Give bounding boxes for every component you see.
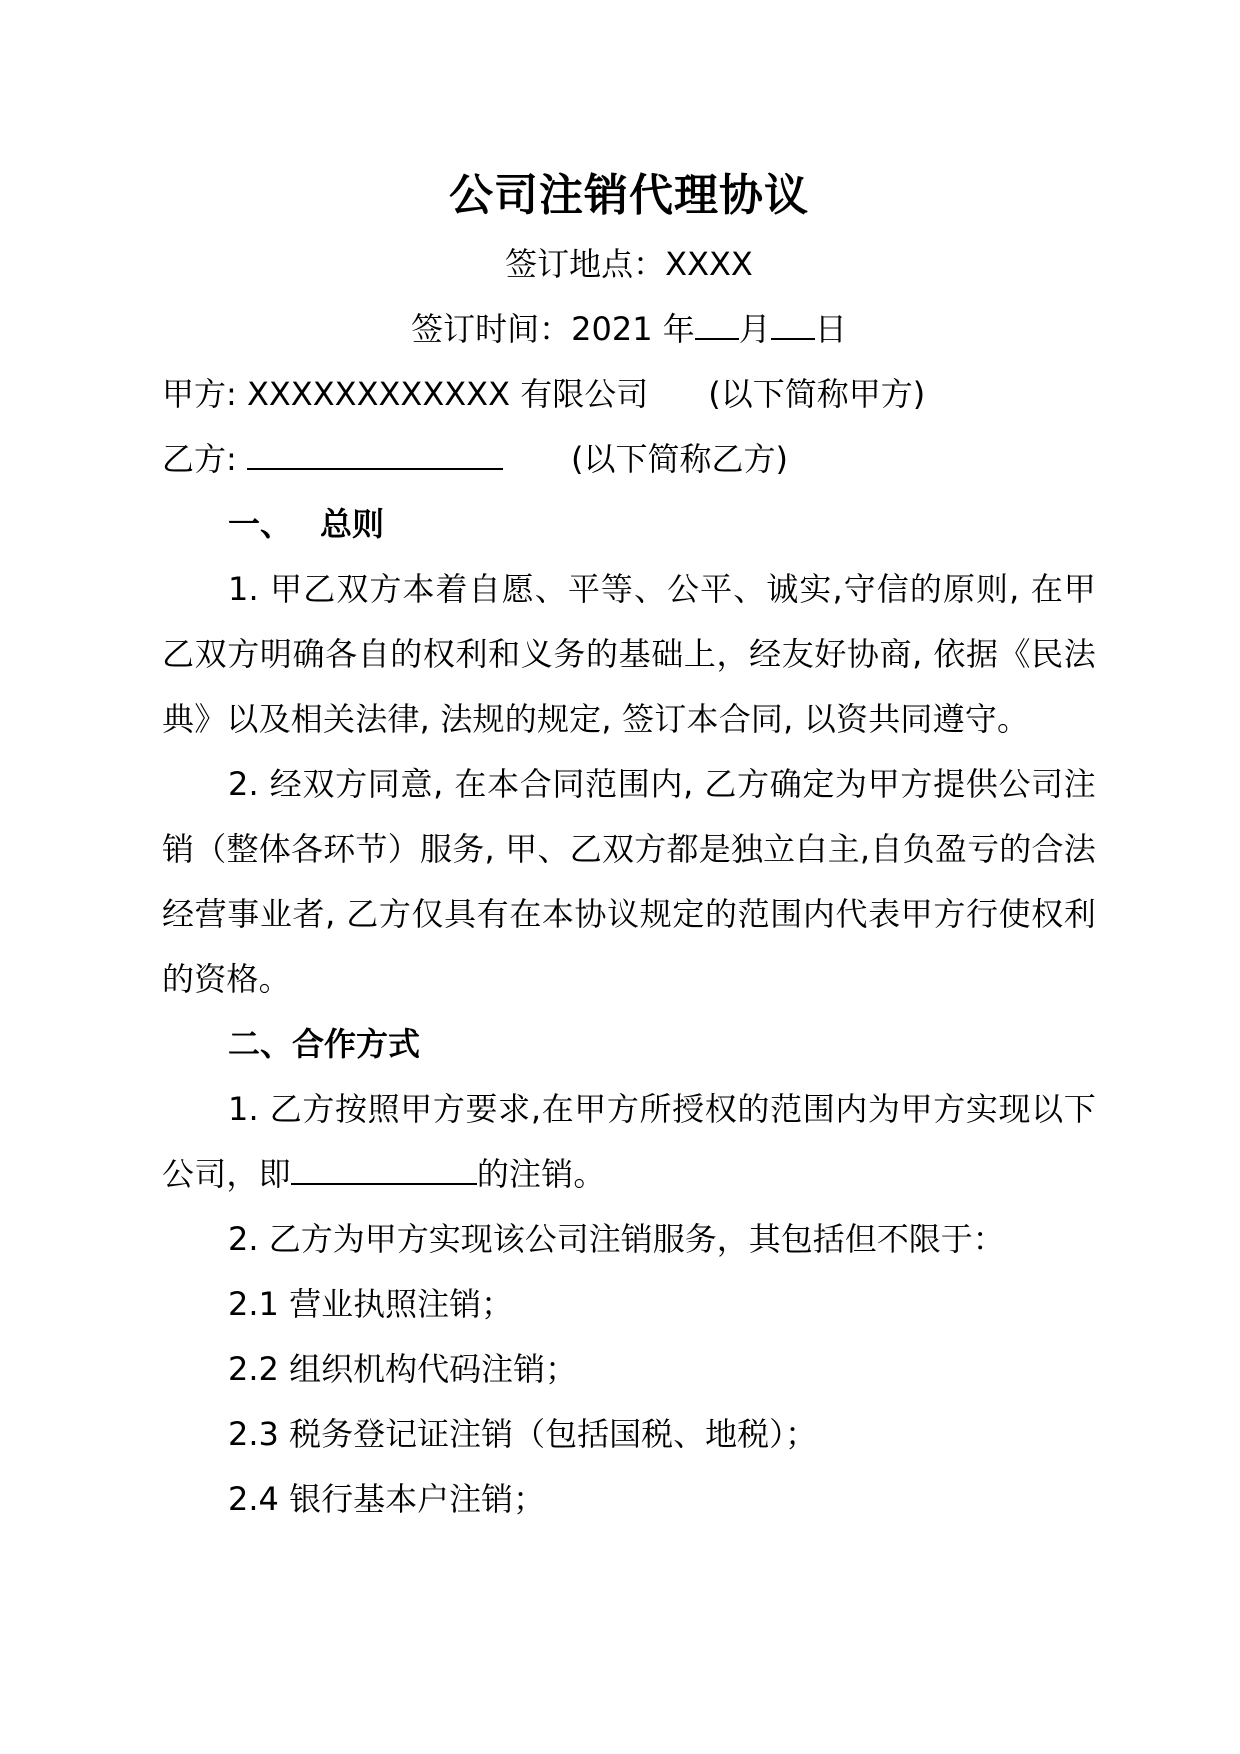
sign-time xyxy=(162,297,1096,362)
list-item: 2.2 组织机构代码注销； xyxy=(228,1350,578,1388)
sign-place: 签订地点：XXXX xyxy=(505,245,753,283)
party-b-note: (以下简称乙方) xyxy=(570,440,788,478)
section-1-clause-1: 1. 甲乙双方本着自愿、平等、公平、诚实,守信的原则, 在甲乙双方明确各自的权利和义务的基础上，经友好协商, 依据《民法典》以及相关法律, 法规的规定, 签订本合同, 以资共同遵守。 xyxy=(162,570,1096,738)
month-blank xyxy=(695,308,739,340)
list-item: 2.3 税务登记证注销（包括国税、地税）； xyxy=(228,1415,818,1453)
document-title: 公司注销代理协议 xyxy=(449,170,809,221)
section-1-heading xyxy=(162,492,1096,557)
party-b-blank xyxy=(247,438,503,470)
company-name-blank xyxy=(291,1153,477,1185)
section-1-number: 一、 xyxy=(228,505,293,543)
section-2-clause-1 xyxy=(162,1077,1096,1207)
section-2-clause-1-text: 1. 乙方按照甲方要求,在甲方所授权的范围内为甲方实现以下公司，即 xyxy=(162,1090,1096,1193)
list-item: 2.1 营业执照注销； xyxy=(228,1285,514,1323)
party-a-label: 甲方: XXXXXXXXXXXX 有限公司 xyxy=(162,375,649,413)
sign-time-prefix: 签订时间：2021 年 xyxy=(411,310,695,348)
party-b-label: 乙方: xyxy=(162,440,247,478)
section-2-clause-2: 2. 乙方为甲方实现该公司注销服务，其包括但不限于： xyxy=(228,1220,1005,1258)
document-content xyxy=(162,160,1096,1532)
party-b-line xyxy=(162,427,1096,492)
party-a-line xyxy=(162,362,1096,427)
section-1-title: 总则 xyxy=(320,505,385,543)
day-blank xyxy=(771,308,815,340)
list-item: 2.4 银行基本户注销； xyxy=(228,1480,546,1518)
sign-time-day: 日 xyxy=(814,310,847,348)
section-2-heading: 二、合作方式 xyxy=(228,1025,421,1063)
section-1-clause-2: 2. 经双方同意, 在本合同范围内, 乙方确定为甲方提供公司注销（整体各环节）服务, 甲、乙双方都是独立白主,自负盈亏的合法经营事业者, 乙方仅具有在本协议规定的范围内代表甲方行使权利的资格。 xyxy=(162,765,1096,998)
sign-time-month: 月 xyxy=(738,310,771,348)
party-a-note: (以下简称甲方) xyxy=(708,375,926,413)
section-2-clause-1-end: 的注销。 xyxy=(476,1155,606,1193)
